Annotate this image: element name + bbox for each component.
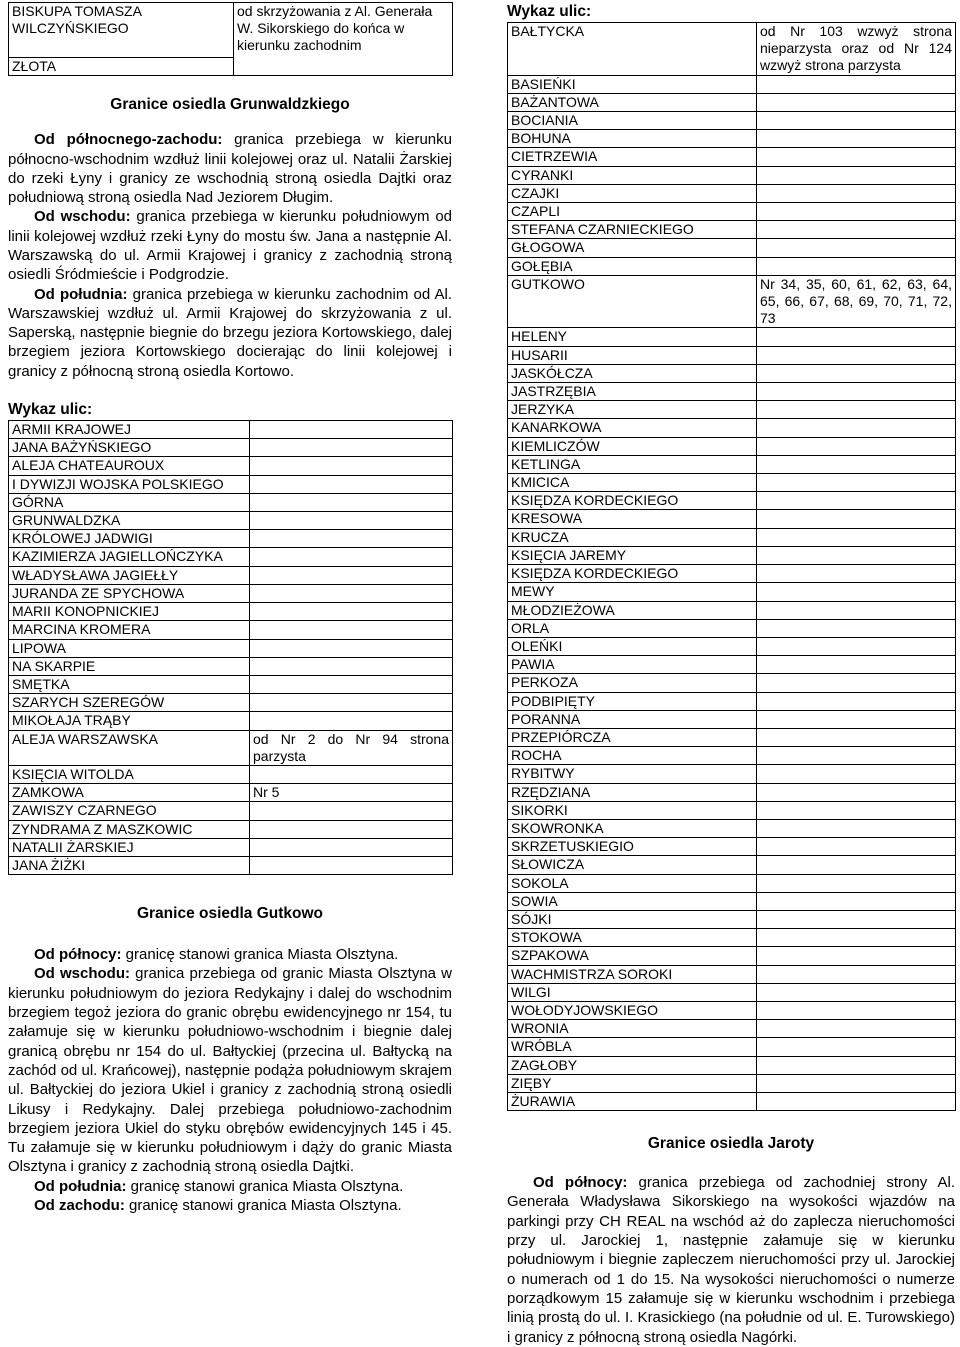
street-name: ZAGŁOBY — [508, 1056, 757, 1074]
street-name: ROCHA — [508, 747, 757, 765]
table-row — [9, 765, 453, 783]
table-row — [508, 419, 956, 437]
street-note — [757, 401, 956, 419]
table-row — [508, 437, 956, 455]
street-name: SOWIA — [508, 892, 757, 910]
boundary-text: granicę stanowi granica Miasta Olsztyna. — [124, 1197, 402, 1214]
street-note — [757, 492, 956, 510]
street-note — [757, 1001, 956, 1019]
table-row — [508, 364, 956, 382]
street-name: BOHUNA — [508, 130, 757, 148]
table-row — [508, 112, 956, 130]
table-row — [9, 603, 453, 621]
street-name: SŁOWICZA — [508, 856, 757, 874]
table-row — [508, 565, 956, 583]
street-note — [757, 1074, 956, 1092]
street-name: KRESOWA — [508, 510, 757, 528]
street-name: RZĘDZIANA — [508, 783, 757, 801]
street-note: Nr 34, 35, 60, 61, 62, 63, 64, 65, 66, 67, 68, 69, 70, 71, 72, 73 — [757, 275, 956, 328]
grunwaldzkie-street-table — [8, 420, 453, 875]
street-name: JURANDA ZE SPYCHOWA — [9, 584, 250, 602]
street-name: OLEŃKI — [508, 637, 757, 655]
street-note — [757, 239, 956, 257]
street-name: ŻURAWIA — [508, 1092, 757, 1110]
table-row — [9, 639, 453, 657]
table-row — [9, 802, 453, 820]
street-note — [250, 512, 453, 530]
street-name: ALEJA CHATEAUROUX — [9, 457, 250, 475]
street-name: RYBITWY — [508, 765, 757, 783]
table-row — [9, 3, 453, 58]
street-name: ZAMKOWA — [9, 784, 250, 802]
boundary-text: granicę stanowi granica Miasta Olsztyna. — [121, 946, 399, 964]
table-row — [9, 657, 453, 675]
boundary-label: Od północnego-zachodu: — [34, 131, 223, 149]
table-row — [9, 512, 453, 530]
street-name: ARMII KRAJOWEJ — [9, 421, 250, 439]
street-note — [250, 439, 453, 457]
table-row — [9, 694, 453, 712]
street-note — [757, 674, 956, 692]
table-row — [508, 674, 956, 692]
table-row — [508, 23, 956, 76]
gutkowo-street-table — [507, 22, 956, 1111]
table-row — [508, 474, 956, 492]
street-note — [757, 419, 956, 437]
street-name: WILGI — [508, 983, 757, 1001]
street-name: KSIĘDZA KORDECKIEGO — [508, 492, 757, 510]
street-name: GÓRNA — [9, 493, 250, 511]
street-name: KRÓLOWEJ JADWIGI — [9, 530, 250, 548]
boundary-paragraph — [8, 1177, 452, 1196]
street-note — [757, 783, 956, 801]
table-row — [508, 747, 956, 765]
boundary-paragraph — [8, 285, 452, 381]
street-note — [757, 437, 956, 455]
table-row — [508, 1092, 956, 1110]
street-note — [757, 112, 956, 130]
jaroty-boundaries — [507, 1173, 955, 1347]
street-name: PRZEPIÓRCZA — [508, 728, 757, 746]
street-name: KETLINGA — [508, 455, 757, 473]
table-row — [508, 874, 956, 892]
table-row — [508, 929, 956, 947]
grunwaldzkie-boundaries — [8, 130, 452, 381]
street-note — [757, 583, 956, 601]
street-note — [757, 1038, 956, 1056]
street-name: WRONIA — [508, 1020, 757, 1038]
table-row — [508, 819, 956, 837]
table-row — [9, 439, 453, 457]
street-name: KRUCZA — [508, 528, 757, 546]
table-row — [508, 1038, 956, 1056]
street-name: CZAJKI — [508, 184, 757, 202]
table-row — [9, 566, 453, 584]
street-name: KIEMLICZÓW — [508, 437, 757, 455]
street-name: PORANNA — [508, 710, 757, 728]
street-note: Nr 5 — [250, 784, 453, 802]
table-row — [508, 892, 956, 910]
boundary-label: Od południa: — [34, 1177, 127, 1195]
street-note — [757, 983, 956, 1001]
street-name: ORLA — [508, 619, 757, 637]
table-row — [508, 983, 956, 1001]
street-name: BASIEŃKI — [508, 75, 757, 93]
street-name: PAWIA — [508, 656, 757, 674]
street-name: CIETRZEWIA — [508, 148, 757, 166]
street-note — [250, 639, 453, 657]
table-row — [9, 493, 453, 511]
table-row — [508, 910, 956, 928]
table-row — [508, 275, 956, 328]
boundary-label: Od wschodu: — [34, 208, 131, 226]
street-name: ZAWISZY CZARNEGO — [9, 802, 250, 820]
table-row — [508, 619, 956, 637]
table-row — [508, 528, 956, 546]
boundary-label: Od wschodu: — [34, 965, 130, 983]
street-note — [757, 910, 956, 928]
street-note — [757, 801, 956, 819]
section-title-gutkowo: Granice osiedla Gutkowo — [136, 905, 324, 923]
street-note — [250, 530, 453, 548]
street-name: NATALII ŻARSKIEJ — [9, 838, 250, 856]
street-note — [757, 130, 956, 148]
street-note — [250, 675, 453, 693]
boundary-text: granicę stanowi granica Miasta Olsztyna. — [126, 1177, 404, 1195]
table-row — [508, 546, 956, 564]
street-name: WACHMISTRZA SOROKI — [508, 965, 757, 983]
table-row — [508, 765, 956, 783]
street-name: MŁODZIEŻOWA — [508, 601, 757, 619]
table-row — [9, 856, 453, 874]
street-name: I DYWIZJI WOJSKA POLSKIEGO — [9, 475, 250, 493]
table-row — [508, 455, 956, 473]
table-row — [508, 148, 956, 166]
table-row — [508, 328, 956, 346]
section-title-jaroty: Granice osiedla Jaroty — [647, 1135, 815, 1153]
street-name: KSIĘCIA JAREMY — [508, 546, 757, 564]
table-row — [9, 530, 453, 548]
boundary-label: Od północy: — [533, 1174, 628, 1192]
street-note — [757, 710, 956, 728]
table-row — [508, 346, 956, 364]
street-note — [250, 584, 453, 602]
street-note — [757, 203, 956, 221]
table-row — [9, 820, 453, 838]
boundary-paragraph — [8, 1196, 452, 1215]
street-name: ZŁOTA — [9, 58, 234, 76]
table-row — [508, 492, 956, 510]
table-row — [508, 783, 956, 801]
street-name: SOKOLA — [508, 874, 757, 892]
street-note — [757, 257, 956, 275]
street-name: MARII KONOPNICKIEJ — [9, 603, 250, 621]
street-note — [757, 328, 956, 346]
table-row — [508, 257, 956, 275]
streets-label: Wykaz ulic: — [507, 3, 592, 20]
street-name: HUSARII — [508, 346, 757, 364]
street-name: CYRANKI — [508, 166, 757, 184]
table-row — [508, 510, 956, 528]
table-row — [9, 584, 453, 602]
table-row — [508, 947, 956, 965]
table-row — [9, 421, 453, 439]
street-name: KANARKOWA — [508, 419, 757, 437]
street-note — [757, 75, 956, 93]
street-name: KSIĘCIA WITOLDA — [9, 765, 250, 783]
table-row — [9, 838, 453, 856]
street-note — [757, 510, 956, 528]
street-note — [757, 637, 956, 655]
street-name: SIKORKI — [508, 801, 757, 819]
street-note — [757, 364, 956, 382]
table-row — [508, 583, 956, 601]
street-note — [757, 892, 956, 910]
street-note — [757, 929, 956, 947]
street-note — [757, 692, 956, 710]
street-name: STEFANA CZARNIECKIEGO — [508, 221, 757, 239]
table-row — [9, 675, 453, 693]
street-note — [757, 383, 956, 401]
street-name: JERZYKA — [508, 401, 757, 419]
street-name: WOŁODYJOWSKIEGO — [508, 1001, 757, 1019]
table-row — [508, 801, 956, 819]
table-row — [508, 1001, 956, 1019]
street-note — [250, 475, 453, 493]
street-note — [757, 474, 956, 492]
street-note — [250, 820, 453, 838]
street-note: od Nr 2 do Nr 94 strona parzysta — [250, 730, 453, 765]
street-note — [250, 765, 453, 783]
street-name: WŁADYSŁAWA JAGIEŁŁY — [9, 566, 250, 584]
street-name: PODBIPIĘTY — [508, 692, 757, 710]
street-note — [757, 601, 956, 619]
street-note — [250, 838, 453, 856]
street-note — [757, 346, 956, 364]
continued-street-table — [8, 2, 453, 76]
street-name: JANA ŻIŻKI — [9, 856, 250, 874]
street-note — [250, 657, 453, 675]
boundary-text: granica przebiega od zachodniej strony Al. Generała Władysława Sikorskiego na wysokości wjazdów na parkingi przy CH REAL na wschód aż do zaplecza nieruchomości przy ul. Jarockiej 1, następnie załamuje się w kierunku południowym i biegnie zapleczem nieruchomości przy ul. Jarockiej o numerach od 1 do 15. Na wysokości nieruchomości o numerze porządkowym 15 załamuje się w kierunku wschodnim i przebiega linią prostą do ul. I. Krasickiego (na południe od ul. E. Turowskiego) i granicy z północną stroną osiedla Nagórki. — [507, 1174, 955, 1346]
street-name: PERKOZA — [508, 674, 757, 692]
table-row — [9, 475, 453, 493]
street-note — [757, 619, 956, 637]
street-note — [757, 874, 956, 892]
street-note — [757, 184, 956, 202]
street-name: SKRZETUSKIEGIO — [508, 838, 757, 856]
street-note — [250, 603, 453, 621]
street-note — [757, 747, 956, 765]
table-row — [508, 656, 956, 674]
street-name: MIKOŁAJA TRĄBY — [9, 712, 250, 730]
street-name: BAŻANTOWA — [508, 93, 757, 111]
street-note — [757, 965, 956, 983]
street-name: CZAPLI — [508, 203, 757, 221]
street-note — [757, 166, 956, 184]
boundary-label: Od południa: — [34, 285, 128, 303]
table-row — [508, 401, 956, 419]
street-note — [757, 546, 956, 564]
street-note — [757, 819, 956, 837]
street-name: LIPOWA — [9, 639, 250, 657]
table-row — [9, 784, 453, 802]
street-name: BOCIANIA — [508, 112, 757, 130]
street-name: STOKOWA — [508, 929, 757, 947]
table-row — [508, 637, 956, 655]
table-row — [508, 383, 956, 401]
street-note — [250, 421, 453, 439]
table-row — [508, 221, 956, 239]
street-note — [757, 656, 956, 674]
street-note — [757, 1056, 956, 1074]
street-name: SZARYCH SZEREGÓW — [9, 694, 250, 712]
table-row — [508, 75, 956, 93]
boundary-paragraph — [8, 207, 452, 284]
street-name: GUTKOWO — [508, 275, 757, 328]
table-row — [508, 838, 956, 856]
street-note — [757, 1020, 956, 1038]
street-name: KMICICA — [508, 474, 757, 492]
street-name: SKOWRONKA — [508, 819, 757, 837]
street-name: BAŁTYCKA — [508, 23, 757, 76]
table-row — [508, 203, 956, 221]
table-row — [508, 856, 956, 874]
table-row — [508, 93, 956, 111]
street-note — [757, 1092, 956, 1110]
table-row — [508, 1056, 956, 1074]
table-row — [508, 184, 956, 202]
street-note — [757, 93, 956, 111]
street-note — [757, 838, 956, 856]
street-name: ZYNDRAMA Z MASZKOWIC — [9, 820, 250, 838]
street-name: JASTRZĘBIA — [508, 383, 757, 401]
table-row — [508, 166, 956, 184]
boundary-label: Od zachodu: — [34, 1197, 125, 1214]
street-note — [757, 528, 956, 546]
left-column — [8, 0, 452, 1215]
table-row — [508, 239, 956, 257]
street-name: KAZIMIERZA JAGIELLOŃCZYKA — [9, 548, 250, 566]
table-row — [508, 1074, 956, 1092]
street-note — [250, 694, 453, 712]
street-name: SÓJKI — [508, 910, 757, 928]
table-row — [508, 601, 956, 619]
table-row — [508, 965, 956, 983]
street-note — [757, 947, 956, 965]
section-title-grunwaldzkie: Granice osiedla Grunwaldzkiego — [110, 96, 350, 114]
table-row — [508, 130, 956, 148]
street-name: ALEJA WARSZAWSKA — [9, 730, 250, 765]
boundary-text: granica przebiega od granic Miasta Olsztyna w kierunku południowym do jeziora Redykajny i dalej do wschodnim brzegiem tegoż jeziora do granic obrębu ewidencyjnego nr 154, tu załamuje się w kierunku południowo-wschodnim i biegnie dalej granicą obrębu nr 154 do ul. Bałtyckiej (przecina ul. Bałtycką na zachód od ul. Krańcowej), następnie podąża południowym skrajem ul. Bałtyckiej do jeziora Ukiel i granicy z zachodnią stroną osiedli Likusy i Redykajny. Dalej przebiega południowo-zachodnim brzegiem jeziora Ukiel do styku obrębów ewidencyjnych 145 i 45. Tu załamuje się w kierunku południowym i dąży do granic Miasta Olsztyna i granicy z zachodnią stroną osiedla Dajtki. — [8, 965, 453, 1176]
table-row — [9, 457, 453, 475]
right-column — [507, 0, 955, 1347]
street-name: SMĘTKA — [9, 675, 250, 693]
street-name: GOŁĘBIA — [508, 257, 757, 275]
street-name: SZPAKOWA — [508, 947, 757, 965]
street-name: HELENY — [508, 328, 757, 346]
street-note — [250, 548, 453, 566]
gutkowo-boundaries — [8, 945, 452, 1215]
street-name: MARCINA KROMERA — [9, 621, 250, 639]
street-name: BISKUPA TOMASZA WILCZYŃSKIEGO — [9, 3, 234, 58]
boundary-text: granica przebiega w kierunku zachodnim od Al. Warszawskiej wzdłuż ul. Armii Krajowej do skrzyżowania z ul. Saperską, następnie biegnie do brzegu jeziora Kortowskiego, dalej brzegiem jeziora Kortowskiego docierając do linii kolejowej i granicy z północną stroną osiedla Kortowo. — [8, 285, 452, 380]
street-name: JANA BAŻYŃSKIEGO — [9, 439, 250, 457]
street-name: ZIĘBY — [508, 1074, 757, 1092]
table-row — [9, 712, 453, 730]
street-note: od Nr 103 wzwyż strona nieparzysta oraz od Nr 124 wzwyż strona parzysta — [757, 23, 956, 76]
street-note — [757, 148, 956, 166]
street-note — [250, 856, 453, 874]
street-name: GŁOGOWA — [508, 239, 757, 257]
street-note — [250, 493, 453, 511]
boundary-paragraph — [8, 130, 452, 207]
streets-label: Wykaz ulic: — [8, 401, 93, 419]
street-note — [757, 728, 956, 746]
street-note — [250, 566, 453, 584]
boundary-paragraph — [8, 964, 452, 1176]
street-note — [757, 565, 956, 583]
street-note — [757, 455, 956, 473]
boundary-paragraph — [507, 1173, 955, 1347]
street-note — [250, 802, 453, 820]
street-note — [250, 712, 453, 730]
street-name: MEWY — [508, 583, 757, 601]
street-note — [757, 856, 956, 874]
table-row — [508, 728, 956, 746]
boundary-label: Od północy: — [34, 946, 122, 964]
table-row — [9, 548, 453, 566]
boundary-text: granica przebiega w kierunku południowym od linii kolejowej wzdłuż rzeki Łyny do mostu św. Jana a następnie Al. Warszawską do ul. Armii Krajowej i granicy z zachodnią stroną osiedli Śródmieście i Podgrodzie. — [8, 208, 452, 284]
table-row — [508, 692, 956, 710]
street-name: NA SKARPIE — [9, 657, 250, 675]
table-row — [508, 1020, 956, 1038]
table-row — [508, 710, 956, 728]
boundary-paragraph — [8, 945, 452, 964]
street-name: KSIĘDZA KORDECKIEGO — [508, 565, 757, 583]
street-note: od skrzyżowania z Al. Generała W. Sikorskiego do końca w kierunku zachodnim — [234, 3, 453, 76]
table-row — [9, 621, 453, 639]
street-note — [250, 621, 453, 639]
street-name: WRÓBLA — [508, 1038, 757, 1056]
street-note — [757, 765, 956, 783]
table-row — [9, 730, 453, 765]
street-name: JASKÓŁCZA — [508, 364, 757, 382]
street-note — [250, 457, 453, 475]
street-note — [757, 221, 956, 239]
street-name: GRUNWALDZKA — [9, 512, 250, 530]
boundary-text: granica przebiega w kierunku północno-wschodnim wzdłuż linii kolejowej oraz ul. Natalii Żarskiej do rzeki Łyny i granicy ze wschodnią stroną osiedla Dajtki oraz południową stroną osiedla Nad Jeziorem Długim. — [8, 131, 452, 207]
